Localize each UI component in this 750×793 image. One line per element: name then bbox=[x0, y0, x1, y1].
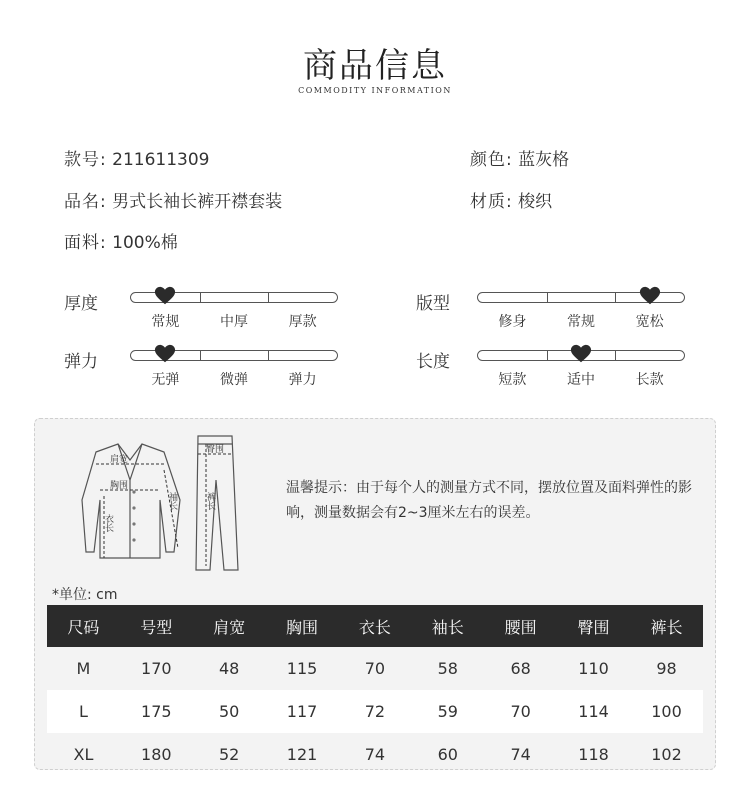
table-cell: 175 bbox=[120, 690, 193, 733]
scale-level-label: 中厚 bbox=[220, 314, 248, 330]
table-cell: 72 bbox=[339, 690, 412, 733]
scale-divider bbox=[615, 351, 616, 360]
scale-divider bbox=[615, 293, 616, 302]
sleeve-label: 袖长 bbox=[167, 492, 177, 510]
color-row bbox=[470, 145, 569, 170]
body-length-label: 衣长 bbox=[103, 514, 113, 532]
scale-divider bbox=[547, 351, 548, 360]
page-subtitle: COMMODITY INFORMATION bbox=[298, 86, 452, 95]
table-cell: XL bbox=[73, 745, 94, 764]
length-label: 长度 bbox=[416, 352, 450, 372]
table-cell: 48 bbox=[219, 659, 240, 678]
color-value: 蓝灰格 bbox=[518, 150, 570, 170]
name-row bbox=[64, 187, 282, 212]
pants-outline bbox=[196, 436, 238, 570]
table-cell: L bbox=[47, 690, 120, 733]
table-cell: 110 bbox=[578, 659, 609, 678]
table-row bbox=[47, 690, 703, 733]
scale-level-label: 微弹 bbox=[220, 372, 248, 388]
fit-scale bbox=[477, 292, 685, 330]
scale-level-label: 适中 bbox=[567, 372, 595, 388]
table-cell: 180 bbox=[141, 745, 172, 764]
thickness-label: 厚度 bbox=[64, 294, 98, 314]
scale-level-label: 常规 bbox=[151, 314, 180, 330]
table-cell: 118 bbox=[578, 745, 609, 764]
style-no-row bbox=[64, 145, 209, 170]
table-row bbox=[47, 733, 703, 776]
table-cell: 52 bbox=[219, 745, 240, 764]
fabric-label: 面料: bbox=[64, 233, 107, 253]
table-cell: 114 bbox=[557, 690, 630, 733]
scale-level-label: 无弹 bbox=[151, 372, 180, 388]
table-cell: 70 bbox=[484, 690, 557, 733]
table-row bbox=[47, 647, 703, 690]
table-cell: 117 bbox=[266, 690, 339, 733]
header-pants-length: 裤长 bbox=[630, 605, 703, 647]
header-body-length: 衣长 bbox=[339, 605, 412, 647]
scale-level-label: 宽松 bbox=[635, 314, 664, 330]
scale-level-label: 弹力 bbox=[288, 372, 317, 388]
table-cell: 70 bbox=[364, 659, 386, 678]
length-scale bbox=[477, 350, 685, 388]
elasticity-scale bbox=[130, 350, 338, 388]
table-cell: 98 bbox=[656, 659, 677, 678]
style-no-value: 211611309 bbox=[112, 150, 210, 170]
table-cell: 102 bbox=[651, 745, 682, 764]
table-cell: 170 bbox=[141, 659, 172, 678]
fabric-value: 100%棉 bbox=[112, 233, 178, 253]
unit-note: *单位: cm bbox=[52, 587, 118, 603]
elasticity-label: 弹力 bbox=[64, 352, 98, 372]
material-value: 梭织 bbox=[518, 192, 553, 212]
pants-measure-lines bbox=[198, 444, 232, 566]
pants-length-label: 裤长 bbox=[205, 492, 215, 510]
table-cell: 68 bbox=[510, 659, 531, 678]
material-row bbox=[470, 187, 552, 212]
scale-divider bbox=[268, 293, 269, 302]
color-label: 颜色: bbox=[470, 150, 513, 170]
scale-level-label: 常规 bbox=[567, 314, 595, 330]
scale-divider bbox=[200, 293, 201, 302]
page-title: 商品信息 bbox=[303, 46, 447, 86]
table-cell: 121 bbox=[286, 745, 318, 764]
header-hip: 臀围 bbox=[557, 605, 630, 647]
hip-label: 臀围 bbox=[206, 445, 225, 455]
table-cell: 58 bbox=[437, 659, 458, 678]
header-sleeve: 袖长 bbox=[411, 605, 484, 647]
shoulder-label: 肩宽 bbox=[110, 455, 129, 465]
header-size: 尺码 bbox=[47, 605, 120, 647]
header-shoulder: 肩宽 bbox=[193, 605, 266, 647]
chest-label: 胸围 bbox=[110, 481, 129, 491]
table-cell: 115 bbox=[286, 659, 318, 678]
header-chest: 胸围 bbox=[266, 605, 339, 647]
table-cell: 60 bbox=[437, 745, 458, 764]
garment-diagram bbox=[60, 430, 260, 580]
shirt-outline bbox=[82, 444, 180, 558]
size-table-header bbox=[47, 605, 703, 647]
heart-icon bbox=[570, 343, 592, 365]
thickness-scale bbox=[130, 292, 338, 330]
heart-icon bbox=[154, 285, 176, 307]
header-model: 号型 bbox=[120, 605, 193, 647]
style-no-label: 款号: bbox=[64, 150, 107, 170]
shirt-measure-lines bbox=[96, 464, 178, 558]
scale-level-label: 厚款 bbox=[288, 314, 317, 330]
scale-divider bbox=[547, 293, 548, 302]
fabric-row bbox=[64, 228, 178, 253]
size-table bbox=[47, 605, 703, 776]
name-label: 品名: bbox=[64, 192, 107, 212]
scale-level-label: 短款 bbox=[498, 372, 527, 388]
table-cell: 100 bbox=[630, 690, 703, 733]
table-cell: 74 bbox=[364, 745, 386, 764]
table-cell: 50 bbox=[193, 690, 266, 733]
heart-icon bbox=[639, 285, 661, 307]
table-cell: 59 bbox=[411, 690, 484, 733]
table-cell: M bbox=[76, 659, 91, 678]
measurement-tip: 温馨提示：由于每个人的测量方式不同，摆放位置及面料弹性的影响，测量数据会有2~3厘米左右的误差。 bbox=[286, 480, 692, 521]
fit-label: 版型 bbox=[416, 294, 450, 314]
scale-divider bbox=[268, 351, 269, 360]
header-waist: 腰围 bbox=[484, 605, 557, 647]
scale-level-label: 修身 bbox=[498, 314, 527, 330]
scale-level-label: 长款 bbox=[635, 372, 664, 388]
scale-divider bbox=[200, 351, 201, 360]
name-value: 男式长袖长裤开襟套装 bbox=[112, 192, 283, 212]
table-cell: 74 bbox=[510, 745, 531, 764]
material-label: 材质: bbox=[470, 192, 513, 212]
heart-icon bbox=[154, 343, 176, 365]
